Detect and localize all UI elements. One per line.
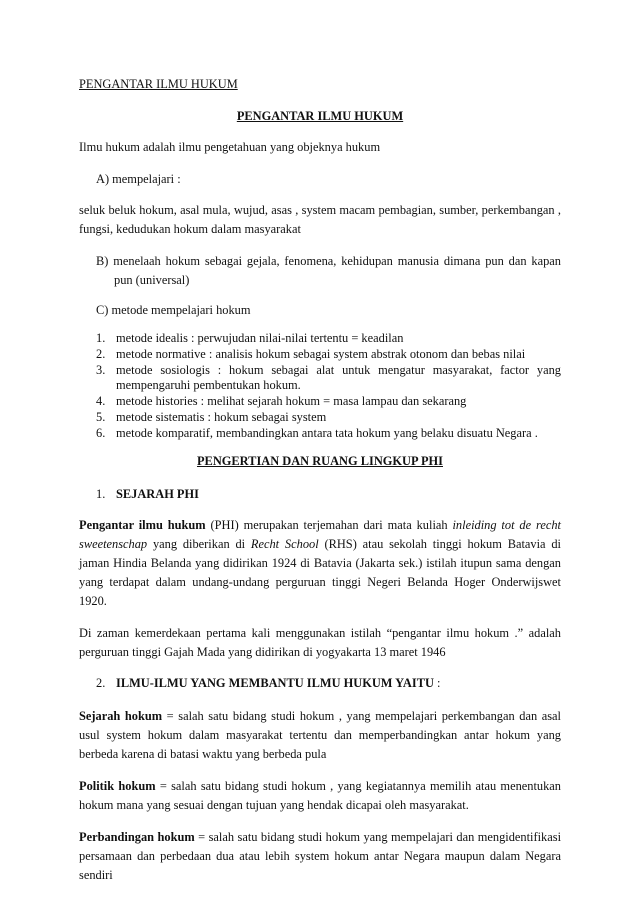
list-item: 5. metode sistematis : hokum sebagai system bbox=[96, 410, 327, 424]
document-title: PENGANTAR ILMU HUKUM bbox=[236, 109, 404, 123]
document-page bbox=[79, 77, 561, 885]
subsection-heading-ilmu-ilmu: 2. ILMU-ILMU YANG MEMBANTU ILMU HUKUM YAITU : bbox=[96, 676, 441, 690]
list-item: 6. metode komparatif, membandingkan antara tata hokum yang belaku disuatu Negara . bbox=[96, 426, 538, 440]
section-b-text: B) menelaah hokum sebagai gejala, fenomena, kehidupan manusia dimana pun dan kapan pun (universal) bbox=[96, 254, 561, 287]
section-heading-pengertian: PENGERTIAN DAN RUANG LINGKUP PHI bbox=[196, 454, 443, 468]
definition-sejarah-hukum: Sejarah hokum = salah satu bidang studi hokum , yang mempelajari perkembangan dan asal usul system hokum dalam masyarakat tertentu dan memperbandingkan antar hokum yang berbeda karena di batasi waktu yang berbeda pula bbox=[79, 709, 561, 761]
definition-politik-hukum: Politik hokum = salah satu bidang studi hokum , yang kegiatannya memilih atau menentukan hokum mana yang sesuai dengan tujuan yang hendak dicapai oleh masyarakat. bbox=[79, 779, 561, 812]
intro-paragraph: Ilmu hukum adalah ilmu pengetahuan yang objeknya hukum bbox=[79, 140, 381, 154]
definition-perbandingan-hukum: Perbandingan hokum = salah satu bidang studi hokum yang mempelajari dan mengidentifikasi persamaan dan perbedaan dua atau lebih system hokum antar Negara maupun dalam Negara sendiri bbox=[79, 830, 562, 882]
methods-list bbox=[79, 331, 561, 441]
sejarah-paragraph-2: Di zaman kemerdekaan pertama kali menggunakan istilah “pengantar ilmu hokum .” adalah perguruan tinggi Gajah Mada yang didirikan di yogyakarta 13 maret 1946 bbox=[79, 626, 561, 659]
list-item: 4. metode histories : melihat sejarah hokum = masa lampau dan sekarang bbox=[96, 394, 467, 408]
subsection-heading-sejarah: 1. SEJARAH PHI bbox=[96, 487, 199, 501]
list-item: 3. metode sosiologis : hokum sebagai alat untuk mengatur masyarakat, factor yang mempengaruhi pembentukan hokum. bbox=[96, 363, 561, 392]
list-item: 2. metode normative : analisis hokum sebagai system abstrak otonom dan bebas nilai bbox=[96, 347, 526, 361]
list-item: 1. metode idealis : perwujudan nilai-nilai tertentu = keadilan bbox=[96, 331, 404, 345]
document-header: PENGANTAR ILMU HUKUM bbox=[79, 77, 238, 91]
section-a-label: A) mempelajari : bbox=[96, 172, 181, 186]
sejarah-paragraph-1: Pengantar ilmu hukum (PHI) merupakan terjemahan dari mata kuliah inleiding tot de recht sweetenschap yang diberikan di Recht School (RHS) atau sekolah tinggi hokum Batavia di jaman Hindia Belanda yang didirikan 1924 di Batavia (Jakarta sek.) istilah itupun sama dengan yang terdapat dalam undang-undang perguruan tinggi Negeri Belanda Hoger Onderwijswet 1920. bbox=[79, 518, 562, 608]
section-a-text: seluk beluk hokum, asal mula, wujud, asas , system macam pembagian, sumber, perkembangan , fungsi, kedudukan hokum dalam masyarakat bbox=[79, 203, 561, 236]
section-c-label: C) metode mempelajari hokum bbox=[96, 303, 251, 317]
